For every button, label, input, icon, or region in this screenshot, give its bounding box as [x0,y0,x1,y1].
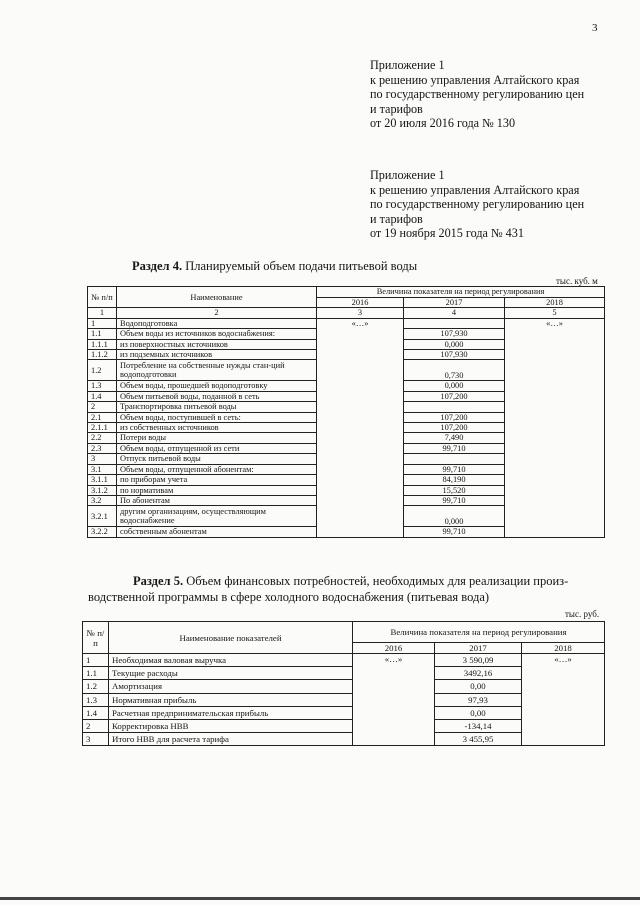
row-name: другим организациям, осуществляющим водоснабжение [117,506,317,527]
col-index: 4 [404,308,505,318]
col-index: 1 [88,308,117,318]
value-2017: 97,93 [435,693,522,706]
row-name: Итого НВВ для расчета тарифа [109,733,353,746]
row-num: 1.3 [83,693,109,706]
row-name: из подземных источников [117,350,317,360]
value-2017: 0,00 [435,706,522,719]
appendix-line: и тарифов [370,211,423,226]
value-2017: 3492,16 [435,667,522,680]
row-num: 1.2 [83,680,109,693]
appendix-line: Приложение 1 [370,58,445,72]
row-num: 1 [83,654,109,667]
section5-table [82,621,605,746]
header-2017: 2017 [404,298,505,308]
value-2017: 107,930 [404,350,505,360]
value-2017: 99,710 [404,527,505,537]
row-name: Транспортировка питьевой воды [117,402,317,412]
appendix-line: по государственному регулированию цен [370,87,585,101]
col-index: 5 [505,308,605,318]
row-name: Объем питьевой воды, поданной в сеть [117,391,317,401]
row-num: 3.2.1 [88,506,117,527]
header-period: Величина показателя на период регулирования [317,287,605,298]
row-num: 3.1.2 [88,485,117,495]
row-name: по нормативам [117,485,317,495]
value-2017 [404,454,505,464]
row-name: Потери воды [117,433,317,443]
row-name: собственным абонентам [117,527,317,537]
row-num: 1.1.2 [88,350,117,360]
header-2016: 2016 [353,643,435,654]
appendix-line: к решению управления Алтайского края [370,72,580,87]
section5-title: Раздел 5. Объем финансовых потребностей, необходимых для реализации произ- [133,574,569,588]
row-name: Текущие расходы [109,667,353,680]
header-num: № п/п [83,622,109,654]
row-name: Расчетная предпринимательская прибыль [109,706,353,719]
row-num: 3.1 [88,464,117,474]
row-name: Объем воды, отпущенной из сети [117,443,317,453]
merged-2018-cell: «…» [522,654,605,746]
value-2017: 7,490 [404,433,505,443]
appendix-line: Приложение 1 [370,168,445,182]
value-2017: 99,710 [404,443,505,453]
row-num: 1.4 [88,391,117,401]
value-2017: 107,930 [404,329,505,339]
value-2017 [404,402,505,412]
appendix-line: от 20 июля 2016 года № 130 [370,116,516,130]
row-num: 1.2 [88,360,117,381]
row-num: 1.1 [88,329,117,339]
value-2017: 0,000 [404,506,505,527]
section5-unit: тыс. руб. [565,609,600,619]
row-name: из поверхностных источников [117,339,317,349]
header-period: Величина показателя на период регулирования [353,622,605,643]
value-2017: 107,200 [404,391,505,401]
column-index-row [88,308,605,318]
section5-title-line2: водственной программы в сфере холодного водоснабжения (питьевая вода) [88,590,490,604]
merged-2018-cell: «…» [505,318,605,537]
value-2017: 0,730 [404,360,505,381]
row-name: Нормативная прибыль [109,693,353,706]
value-2017: 0,000 [404,339,505,349]
value-2017: 0,00 [435,680,522,693]
scan-edge-line [0,897,640,900]
row-name: Объем воды, отпущенной абонентам: [117,464,317,474]
row-num: 3 [88,454,117,464]
header-2016: 2016 [317,298,404,308]
row-num: 2.2 [88,433,117,443]
section4-table [87,286,605,538]
row-name: Потребление на собственные нужды стан-ций водоподготовки [117,360,317,381]
col-index: 3 [317,308,404,318]
merged-2016-cell: «…» [353,654,435,746]
header-2017: 2017 [435,643,522,654]
row-name: Объем воды, прошедшей водоподготовку [117,381,317,391]
row-name: по приборам учета [117,475,317,485]
appendix-current [370,58,584,131]
section4-unit: тыс. куб. м [556,276,598,286]
row-name: Амортизация [109,680,353,693]
row-name: По абонентам [117,495,317,505]
row-name: Объем воды, поступившей в сеть: [117,412,317,422]
row-num: 2 [83,719,109,732]
row-num: 2.1 [88,412,117,422]
appendix-line: и тарифов [370,101,423,116]
row-num: 2.3 [88,443,117,453]
row-num: 3.2.2 [88,527,117,537]
value-2017: 84,190 [404,475,505,485]
page-number: 3 [592,22,598,34]
row-name: Водоподготовка [117,318,317,328]
appendix-line: по государственному регулированию цен [370,197,585,211]
row-num: 1 [88,318,117,328]
value-2017: 0,000 [404,381,505,391]
table-row [88,318,605,328]
row-num: 1.1.1 [88,339,117,349]
value-2017: 15,520 [404,485,505,495]
value-2017: 99,710 [404,464,505,474]
row-num: 1.1 [83,667,109,680]
section4-title: Раздел 4. Планируемый объем подачи питьевой воды [132,259,418,273]
row-name: из собственных источников [117,423,317,433]
row-num: 1.3 [88,381,117,391]
value-2017: 107,200 [404,412,505,422]
row-num: 3 [83,733,109,746]
value-2017: 99,710 [404,495,505,505]
row-num: 2 [88,402,117,412]
value-2017: 107,200 [404,423,505,433]
header-name: Наименование [117,287,317,308]
header-2018: 2018 [505,298,605,308]
value-2017 [404,318,505,328]
row-name: Отпуск питьевой воды [117,454,317,464]
merged-2016-cell: «…» [317,318,404,537]
row-num: 2.1.1 [88,423,117,433]
row-name: Корректировка НВВ [109,719,353,732]
row-num: 1.4 [83,706,109,719]
appendix-previous [370,168,584,241]
row-num: 3.1.1 [88,475,117,485]
value-2017: 3 590,09 [435,654,522,667]
col-index: 2 [117,308,317,318]
row-num: 3.2 [88,495,117,505]
appendix-line: от 19 ноября 2015 года № 431 [370,226,524,240]
table-row [83,654,605,667]
header-num: № п/п [88,287,117,308]
header-2018: 2018 [522,643,605,654]
value-2017: -134,14 [435,719,522,732]
value-2017: 3 455,95 [435,733,522,746]
row-name: Объем воды из источников водоснабжения: [117,329,317,339]
header-name: Наименование показателей [109,622,353,654]
row-name: Необходимая валовая выручка [109,654,353,667]
appendix-line: к решению управления Алтайского края [370,182,580,197]
